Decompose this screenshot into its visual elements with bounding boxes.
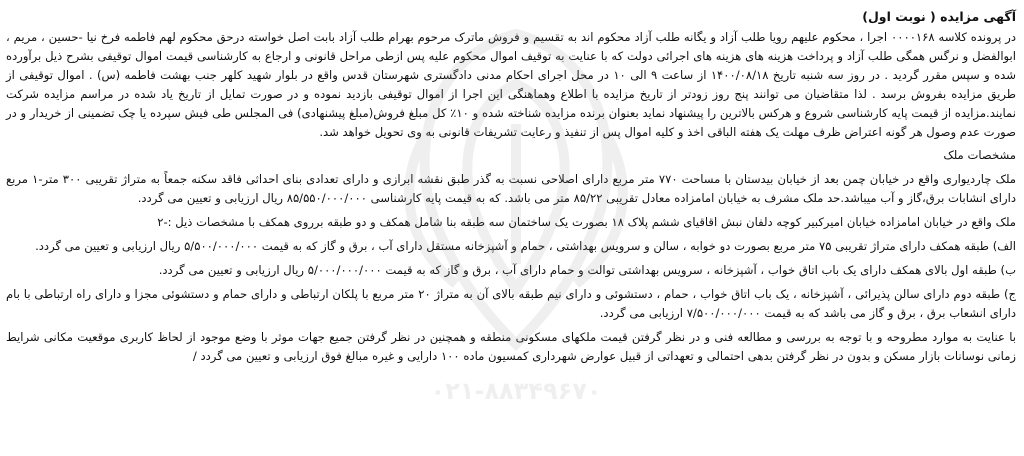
- closing-paragraph: با عنایت به موارد مطروحه و با توجه به بررسی و مطالعه فنی و در نظر گرفتن قیمت ملکهای مسکونی منطقه و همچنین در نظر گرفتن جمیع جهات موثر با وضع موجود از لحاظ کاربری موقعیت مکانی شرایط زمانی نوسانات بازار مسکن و بدون در نظر گرفتن بدهی احتمالی و تعهداتی از قبیل عوارض شهرداری کمسیون ماده ۱۰۰ دارایی و غیره مبالغ فوق ارزیابی و تعیین می گردد /: [6, 330, 1016, 363]
- auction-notice: [6, 6, 1016, 452]
- property-2: ملک واقع در خیابان امامزاده خیابان امیرکبیر کوچه دلفان نبش اقاقیای ششم پلاک ۱۸ بصورت یک ساختمان سه طبقه بنا شامل همکف و دو طبقه برروی همکف با مشخصات ذیل :-۲: [157, 215, 1016, 229]
- unit-c: ج) طبقه دوم دارای سالن پذیرائی ، آشپزخانه ، یک باب اتاق خواب ، حمام ، دستشوئی و دارای نیم طبقه بالای آن به متراژ ۲۰ متر مربع با پلکان ارتباطی و دارای حمام و دستشوئی مجزا و دارای راه ارتباطی با بام دارای انشعاب برق ، برق و گاز می باشد که به قیمت ۷/۵۰۰/۰۰۰/۰۰۰ ارزیابی می گردد.: [6, 287, 1017, 320]
- specs-heading: مشخصات ملک: [943, 148, 1016, 162]
- notice-title: آگهی مزایده ( نوبت اول): [862, 9, 1016, 24]
- notice-intro: در پرونده کلاسه ۰۰۰۰۱۶۸ اجرا ، محکوم علیهم رویا طلب آزاد و یگانه طلب آزاد محکوم اند به تقسیم و فروش ماترک مرحوم بهرام طلب آزاد بابت اصل خواسته درحق محکوم لهم فاطمه فرخ نیا -حسین ، مریم ، ابوالفضل و نرگس همگی طلب آزاد و پرداخت هزینه های هزینه های اجرائی دولت که با عنایت به توقیف اموال محکوم علیه پس ازطی مراحل قانونی و ارجاع به کارشناسی قیمت اموال توقیفی بشرح ذیل برآورده شده و سپس مقرر گردید . در روز سه شنبه تاریخ ۱۴۰۰/۰۸/۱۸ از ساعت ۹ الی ۱۰ در محل اجرای احکام مدنی دادگستری شهرستان قدس واقع در بلوار شهید کلهر جنب بهشت فاطمه (س) . اموال توقیفی از طریق مزایده بفروش برسد . لذا متقاضیان می توانند پنج روز زودتر از تاریخ مزایده با اطلاع وهماهنگی این اجرا از اموال توقیفی بازدید نموده و در صورت تمایل از تاریخ یاد شده در مراسم مزایده شرکت نمایند.مزایده از قیمت پایه کارشناسی شروع و هرکس بالاترین را پیشنهاد نماید بعنوان برنده مزایده شناخته شده و ۱۰٪ کل مبلغ فروش(مبلغ پیشنهادی) فی المجلس طی فیش سپرده یا چک تضمینی از خریدار و در صورت عدم وصول هر گونه اعتراض ظرف مهلت یک هفته الباقی اخذ و کلیه اموال پس از تنفیذ و رعایت تشریفات قانونی به وی تحویل خواهد شد.: [6, 30, 1016, 139]
- watermark-phone: ۰۲۱-۸۸۳۴۹۶۷۰: [430, 377, 602, 405]
- unit-a: الف) طبقه همکف دارای متراژ تقریبی ۷۵ متر مربع بصورت دو خوابه ، سالن و سرویس بهداشتی ، حمام و آشپزخانه مستقل دارای آب ، برق و گاز که به قیمت ۵/۵۰۰/۰۰۰/۰۰۰ ریال ارزیابی و تعیین می گردد.: [35, 239, 1016, 253]
- property-1: ملک چاردیواری واقع در خیابان چمن بعد از خیابان بیدستان با مساحت ۷۷۰ متر مربع دارای اصلاحی نسبت به گذر طبق نقشه ابرازی و دارای تعدادی بنای احداثی فاقد سکنه جمعاً به متراژ تقریبی ۳۰۰ متر-۱ مربع دارای انشابات برق،گاز و آب میباشد.حد ملک مشرف به خیابان امامزاده معادل تقریبی ۸۵/۲۲ متر می باشد. که به قیمت پایه کارشناسی ۸۵/۵۵۰/۰۰۰/۰۰۰ ریال ارزیابی و تعیین می گردد.: [6, 172, 1017, 205]
- unit-b: ب) طبقه اول بالای همکف دارای یک باب اتاق خواب ، آشپزخانه ، سرویس بهداشتی توالت و حمام دارای آب ، برق و گاز که به قیمت ۵/۰۰۰/۰۰۰/۰۰۰ ریال ارزیابی و تعیین می گردد.: [158, 263, 1016, 277]
